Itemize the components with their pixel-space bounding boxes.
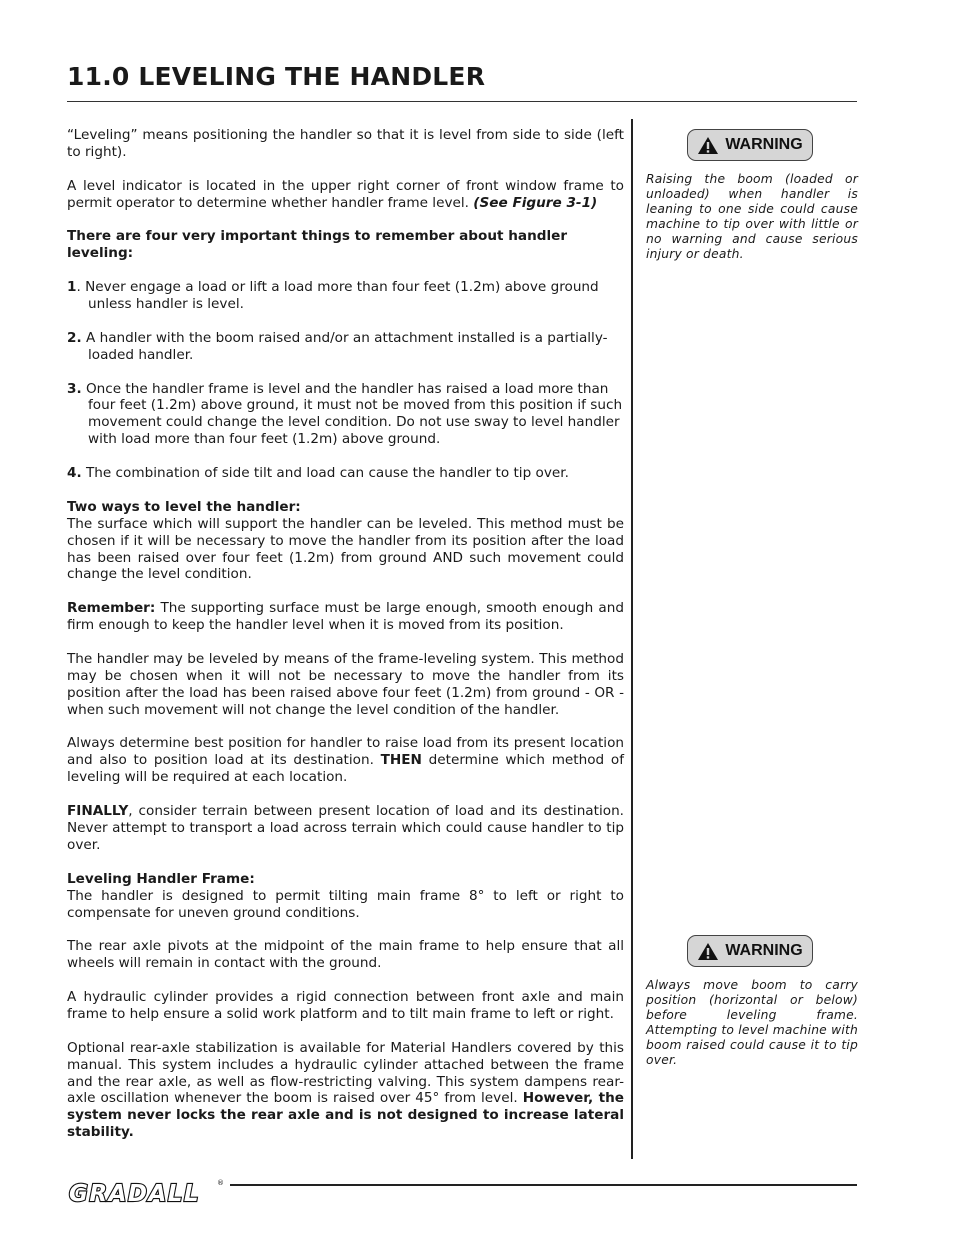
level-indicator-paragraph — [67, 178, 624, 212]
logo-text: GRADALL — [69, 1181, 201, 1206]
finally-label: FINALLY — [67, 803, 129, 820]
list-item-text: The combination of side tilt and load can cause the handler to tip over. — [85, 465, 569, 482]
warning-label: WARNING — [725, 136, 803, 153]
list-item-number: 2. — [67, 329, 82, 346]
leveling-frame-heading: Leveling Handler Frame: — [67, 870, 255, 887]
then-emphasis: THEN — [380, 752, 422, 769]
list-item-number: 1 — [67, 279, 77, 296]
list-item: 1. Never engage a load or lift a load more than four feet (1.2m) above ground unless handler is level. — [67, 279, 599, 313]
list-item — [67, 330, 624, 364]
frame-leveling-paragraph: The handler may be leveled by means of the frame-leveling system. This method may be chosen when it will not be necessary to move the handler from its position after the load has been raised above four feet (1.2m) from ground - OR - when such movement will not change the level condition of the handler. — [67, 650, 624, 718]
level-indicator-text: A level indicator is located in the upper right corner of front window frame to permit operator to determine whether handler frame level. — [67, 177, 624, 211]
exclamation-triangle-icon — [697, 942, 719, 961]
warning-badge — [687, 129, 813, 161]
warning-badge — [687, 935, 813, 967]
hydraulic-paragraph: A hydraulic cylinder provides a rigid connection between front axle and main frame to help ensure a solid work platform and to tilt main frame to left or right. — [67, 989, 624, 1022]
leveling-frame-text: The handler is designed to permit tilting main frame 8° to left or right to compensate for uneven ground conditions. — [67, 887, 624, 921]
title-rule — [67, 101, 857, 102]
figure-reference: (See Figure 3-1) — [473, 194, 598, 211]
gradall-logo — [67, 1176, 225, 1206]
list-item-number: 3. — [67, 380, 82, 397]
two-ways-text: The surface which will support the handler can be leveled. This method must be chosen if it will be necessary to move the handler from its position after the load has been raised over four feet (1.2m) from ground AND such movement could change the level condition. — [67, 515, 624, 583]
best-position-paragraph: Always determine best position for handler to raise load from its present location and also to position load at its destination. THEN determine which method of leveling will be required at each location. — [67, 735, 624, 786]
list-item — [67, 381, 624, 449]
two-ways-heading: Two ways to level the handler: — [67, 498, 301, 515]
stability-note: However, the system never locks the rear axle and is not designed to increase lateral stability. — [67, 1090, 624, 1141]
leveling-frame-section — [67, 871, 624, 922]
warning-text: Always move boom to carry position (horizontal or below) before leveling frame. Attempting to level machine with boom raised could cause it to tip over. — [646, 978, 858, 1067]
intro-paragraph: “Leveling” means positioning the handler so that it is level from side to side (left to right). — [67, 127, 624, 160]
warning-box — [646, 935, 858, 1068]
warning-text: Raising the boom (loaded or unloaded) when handler is leaning to one side could cause machine to tip over with little or no warning and cause serious injury or death. — [646, 172, 858, 261]
rear-axle-paragraph: The rear axle pivots at the midpoint of the main frame to help ensure that all wheels will remain in contact with the ground. — [67, 938, 624, 972]
footer-rule — [230, 1184, 857, 1186]
warning-label: WARNING — [725, 942, 803, 959]
page-title: 11.0 LEVELING THE HANDLER — [67, 62, 486, 91]
important-things-heading: There are four very important things to remember about handler leveling: — [67, 228, 568, 262]
finally-paragraph: FINALLY, consider terrain between present location of load and its destination. Never attempt to transport a load across terrain which could cause handler to tip over. — [67, 803, 624, 853]
column-divider — [631, 119, 633, 1159]
registered-mark: ® — [217, 1179, 224, 1187]
optional-stabilization-paragraph: Optional rear-axle stabilization is available for Material Handlers covered by this manual. This system includes a hydraulic cylinder attached between the frame and the rear axle, as well as flow-restricting valving. This system dampens rear-axle oscillation whenever the boom is raised over 45° from level. However, the system never locks the rear axle and is not designed to increase lateral stability. — [67, 1039, 624, 1141]
two-ways-section — [67, 499, 624, 584]
remember-paragraph — [67, 600, 624, 634]
list-item-text: Never engage a load or lift a load more than four feet (1.2m) above ground unless handler is level. — [85, 279, 599, 313]
remember-text: The supporting surface must be large enough, smooth enough and firm enough to keep the handler level when it is moved from its position. — [67, 600, 624, 634]
list-item — [67, 465, 624, 482]
list-item-text: Once the handler frame is level and the handler has raised a load more than four feet (1.2m) above ground, it must not be moved from this position if such movement could change the level condition. Do not use sway to level handler with load more than four feet (1.2m) above ground. — [85, 380, 623, 448]
main-column — [67, 127, 624, 1158]
remember-label: Remember: — [67, 600, 156, 617]
list-item-text: A handler with the boom raised and/or an attachment installed is a partially-loaded handler. — [85, 329, 608, 363]
exclamation-triangle-icon — [697, 136, 719, 155]
warning-box — [646, 129, 858, 262]
list-item-number: 4. — [67, 465, 82, 482]
